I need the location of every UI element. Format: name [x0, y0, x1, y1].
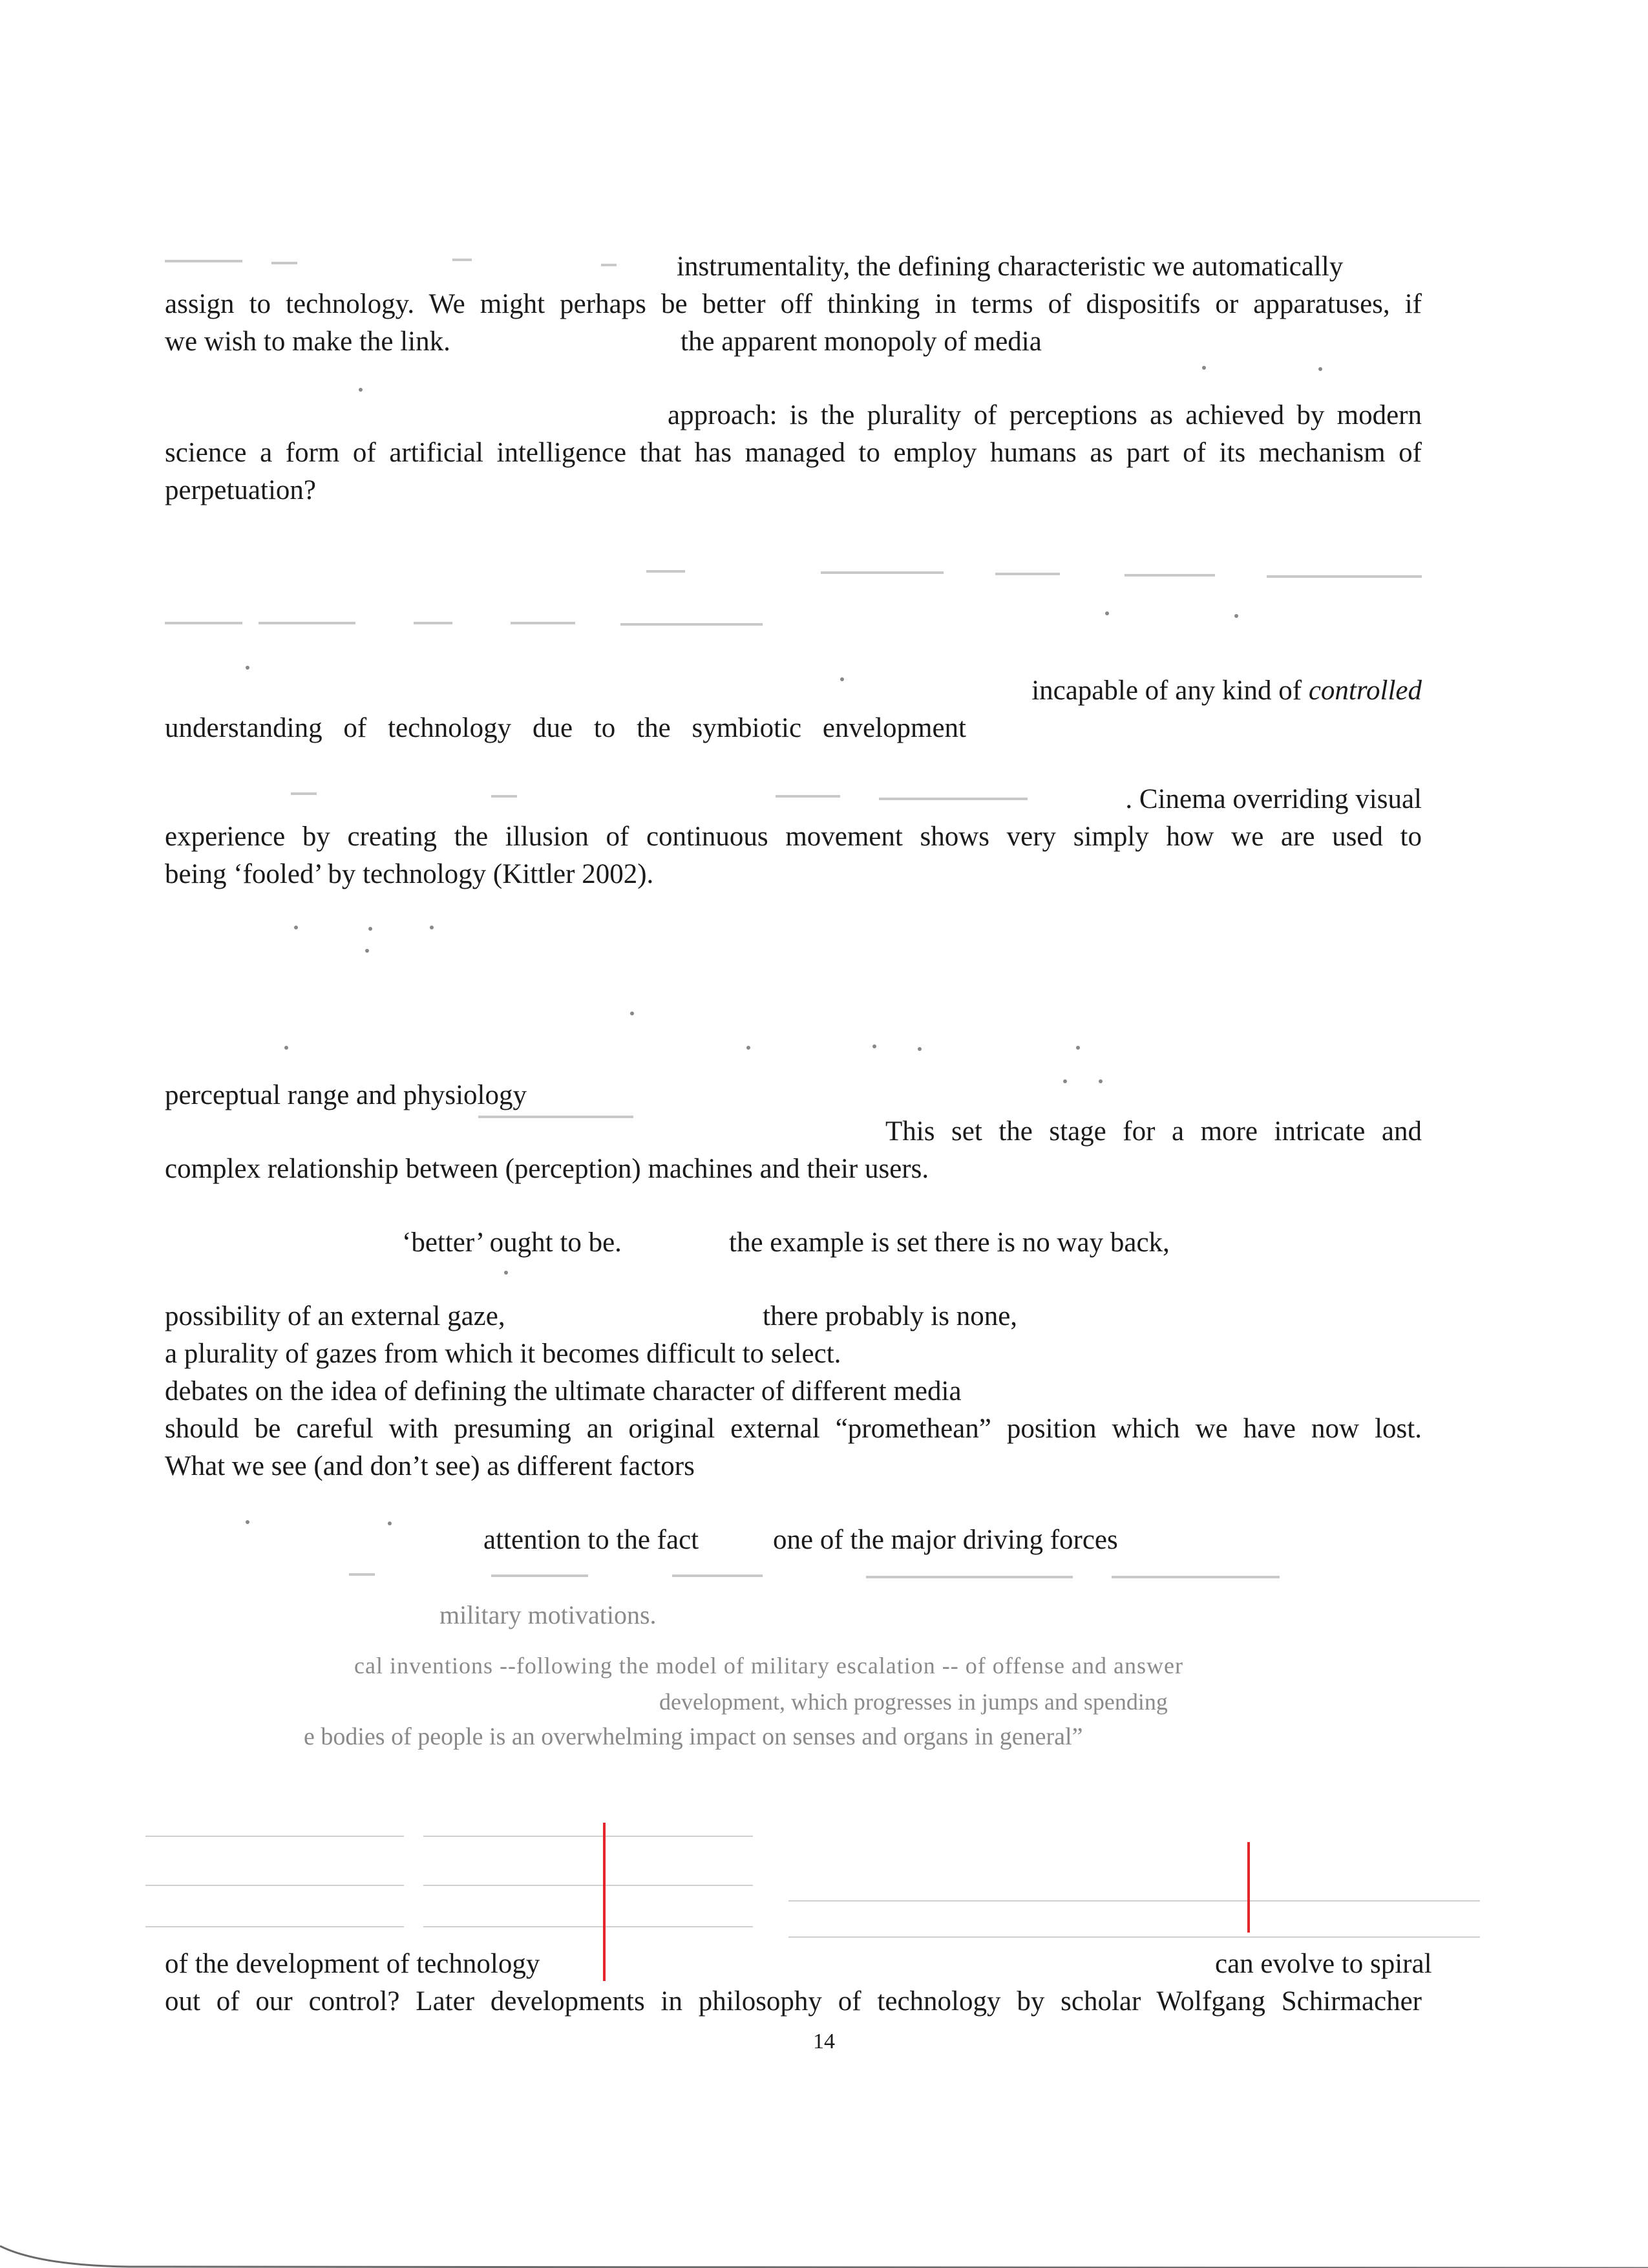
scan-speck — [918, 1047, 922, 1051]
ruled-line — [145, 1836, 404, 1837]
ruled-line — [788, 1936, 1480, 1938]
text-line: possibility of an external gaze, — [165, 1301, 505, 1331]
emphasis-text: controlled — [1308, 675, 1422, 706]
text-line: . Cinema overriding visual — [1125, 784, 1422, 814]
scan-speck — [284, 1046, 288, 1050]
text-line: approach: is the plurality of perceptions as achieved by modern — [668, 400, 1422, 430]
faded-text-fragment — [511, 622, 575, 624]
text-line: development, which progresses in jumps and spending — [659, 1689, 1168, 1715]
text-line: can evolve to spiral — [1215, 1949, 1432, 1979]
faded-text-fragment — [491, 795, 517, 798]
scan-speck — [1202, 366, 1206, 370]
scan-speck — [504, 1271, 508, 1275]
ruled-line — [788, 1900, 1480, 1902]
text-line: military motivations. — [439, 1600, 657, 1629]
text-line: being ‘fooled’ by technology (Kittler 2002). — [165, 859, 654, 889]
faded-text-fragment — [620, 623, 763, 626]
faded-text-fragment — [291, 792, 317, 795]
faded-text-fragment — [165, 622, 242, 624]
faded-text-fragment — [349, 1573, 375, 1576]
text-line: of the development of technology — [165, 1949, 540, 1979]
text-line: science a form of artificial intelligence that has managed to employ humans as part of its mechanism of — [165, 438, 1422, 468]
text-span: incapable of any kind of — [1031, 675, 1302, 706]
faded-text-fragment — [776, 795, 840, 798]
text-line: e bodies of people is an overwhelming impact on senses and organs in general” — [304, 1723, 1083, 1750]
red-pen-mark — [1247, 1842, 1250, 1933]
text-line: instrumentality, the defining characteristic we automatically — [677, 251, 1344, 282]
faded-text-fragment — [646, 570, 685, 573]
text-line: complex relationship between (perception) machines and their users. — [165, 1154, 929, 1184]
scan-speck — [294, 926, 298, 929]
ruled-line — [423, 1926, 753, 1927]
page-number: 14 — [813, 2030, 835, 2053]
scan-speck — [840, 677, 844, 681]
faded-text-fragment — [879, 798, 1028, 800]
faded-text-fragment — [452, 259, 472, 261]
scan-speck — [246, 666, 249, 670]
text-line: debates on the idea of defining the ultimate character of different media — [165, 1376, 962, 1406]
text-line — [963, 672, 1422, 710]
page-edge-shadow — [0, 2233, 1648, 2268]
text-line: This set the stage for a more intricate and — [885, 1116, 1422, 1147]
ruled-line — [145, 1885, 404, 1886]
scan-speck — [630, 1012, 634, 1015]
faded-text-fragment — [601, 264, 617, 266]
text-line: should be careful with presuming an original external “promethean” position which we have now lost. — [165, 1414, 1422, 1444]
scan-speck — [1105, 611, 1109, 615]
text-line: perceptual range and physiology — [165, 1080, 527, 1110]
text-line: there probably is none, — [763, 1301, 1018, 1331]
faded-text-fragment — [478, 1116, 633, 1118]
scan-speck — [746, 1046, 750, 1050]
text-line: understanding of technology due to the symbiotic envelopment — [165, 713, 966, 743]
ruled-line — [423, 1836, 753, 1837]
faded-text-fragment — [866, 1576, 1073, 1578]
text-line: What we see (and don’t see) as different factors — [165, 1451, 695, 1481]
faded-text-fragment — [1125, 574, 1215, 577]
scan-speck — [430, 926, 434, 929]
text-line: we wish to make the link. — [165, 326, 450, 357]
text-line: out of our control? Later developments in philosophy of technology by scholar Wolfgang Schirmacher — [165, 1986, 1422, 2017]
text-line: the example is set there is no way back, — [729, 1227, 1170, 1258]
text-line: a plurality of gazes from which it becomes difficult to select. — [165, 1339, 841, 1369]
scan-speck — [365, 949, 369, 953]
faded-text-fragment — [165, 260, 242, 262]
text-line: one of the major driving forces — [773, 1525, 1118, 1555]
scan-speck — [359, 388, 363, 392]
scan-speck — [1076, 1046, 1080, 1050]
text-line: the apparent monopoly of media — [681, 326, 1042, 357]
faded-text-fragment — [995, 573, 1060, 575]
scan-speck — [388, 1521, 392, 1525]
ruled-line — [423, 1885, 753, 1886]
scan-speck — [1318, 367, 1322, 371]
red-pen-mark — [603, 1823, 606, 1981]
faded-text-fragment — [414, 622, 452, 624]
text-line: ‘better’ ought to be. — [402, 1227, 622, 1258]
text-line: assign to technology. We might perhaps be better off thinking in terms of dispositifs or apparatuses, if — [165, 289, 1422, 319]
text-line: experience by creating the illusion of continuous movement shows very simply how we are used to — [165, 821, 1422, 852]
faded-text-fragment — [271, 262, 297, 264]
faded-text-fragment — [491, 1574, 588, 1577]
scan-speck — [1234, 614, 1238, 618]
faded-text-fragment — [259, 622, 355, 624]
text-line: attention to the fact — [483, 1525, 699, 1555]
faded-text-fragment — [1267, 575, 1422, 578]
faded-text-fragment — [672, 1574, 763, 1577]
scan-speck — [246, 1520, 249, 1524]
text-line: cal inventions --following the model of military escalation -- of offense and answer — [354, 1653, 1183, 1679]
scan-speck — [368, 927, 372, 931]
scan-speck — [872, 1044, 876, 1048]
text-line: perpetuation? — [165, 475, 317, 505]
faded-text-fragment — [821, 571, 944, 574]
faded-text-fragment — [1112, 1576, 1280, 1578]
ruled-line — [145, 1926, 404, 1927]
